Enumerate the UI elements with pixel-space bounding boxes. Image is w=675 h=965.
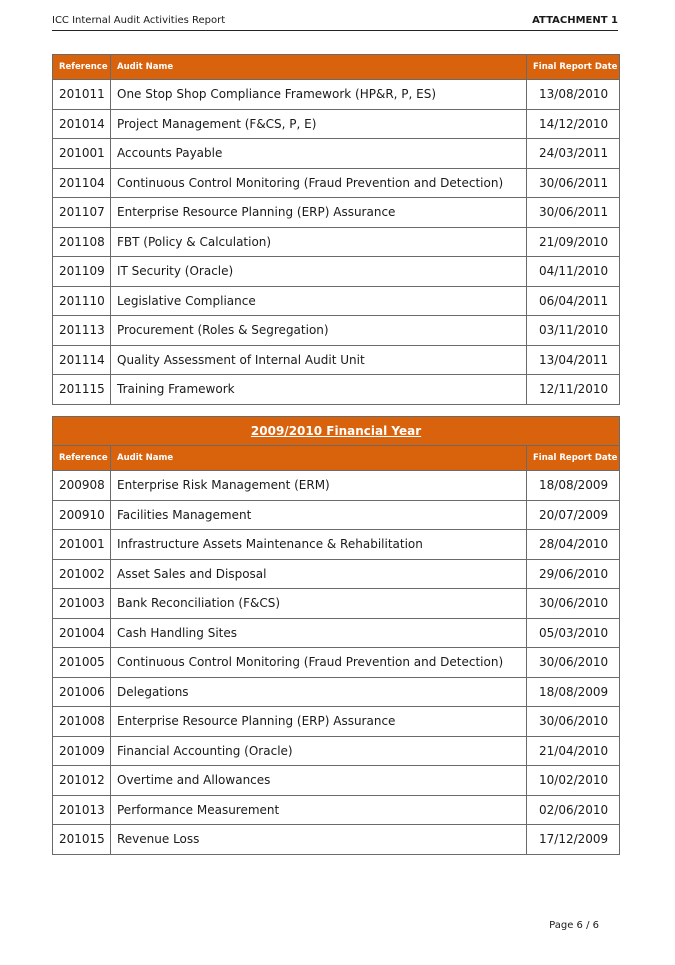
audit-table-2009-2010 [52, 416, 620, 855]
audit-name-cell: Performance Measurement [111, 795, 527, 825]
audit-name-cell: Accounts Payable [111, 139, 527, 169]
table-row [53, 375, 620, 405]
final-report-date-cell: 13/08/2010 [527, 80, 620, 110]
audit-name-cell: IT Security (Oracle) [111, 257, 527, 287]
reference-cell: 201015 [53, 825, 111, 855]
final-report-date-cell: 13/04/2011 [527, 345, 620, 375]
audit-name-cell: Financial Accounting (Oracle) [111, 736, 527, 766]
table-row [53, 530, 620, 560]
column-header-audit-name: Audit Name [111, 446, 527, 471]
audit-name-cell: Enterprise Risk Management (ERM) [111, 471, 527, 501]
table-row [53, 316, 620, 346]
page-header [52, 14, 618, 31]
reference-cell: 201006 [53, 677, 111, 707]
final-report-date-cell: 30/06/2011 [527, 198, 620, 228]
reference-cell: 201001 [53, 139, 111, 169]
column-header-audit-name: Audit Name [111, 55, 527, 80]
table-row [53, 795, 620, 825]
audit-name-cell: Enterprise Resource Planning (ERP) Assurance [111, 198, 527, 228]
table-body [53, 80, 620, 405]
table-row [53, 471, 620, 501]
table-row [53, 168, 620, 198]
table-header-row [53, 446, 620, 471]
final-report-date-cell: 17/12/2009 [527, 825, 620, 855]
audit-name-cell: Facilities Management [111, 500, 527, 530]
financial-year-title: 2009/2010 Financial Year [53, 417, 620, 446]
table-row [53, 648, 620, 678]
reference-cell: 201107 [53, 198, 111, 228]
reference-cell: 201013 [53, 795, 111, 825]
table-row [53, 109, 620, 139]
reference-cell: 201011 [53, 80, 111, 110]
table-row [53, 707, 620, 737]
final-report-date-cell: 20/07/2009 [527, 500, 620, 530]
table-row [53, 736, 620, 766]
table-row [53, 139, 620, 169]
audit-name-cell: Bank Reconciliation (F&CS) [111, 589, 527, 619]
report-title: ICC Internal Audit Activities Report [52, 15, 226, 26]
reference-cell: 201003 [53, 589, 111, 619]
audit-name-cell: Legislative Compliance [111, 286, 527, 316]
audit-name-cell: FBT (Policy & Calculation) [111, 227, 527, 257]
audit-name-cell: Infrastructure Assets Maintenance & Rehabilitation [111, 530, 527, 560]
final-report-date-cell: 30/06/2010 [527, 589, 620, 619]
table-row [53, 227, 620, 257]
column-header-final-report-date: Final Report Date [527, 446, 620, 471]
final-report-date-cell: 30/06/2010 [527, 648, 620, 678]
final-report-date-cell: 03/11/2010 [527, 316, 620, 346]
table-row [53, 500, 620, 530]
audit-name-cell: Procurement (Roles & Segregation) [111, 316, 527, 346]
audit-name-cell: Cash Handling Sites [111, 618, 527, 648]
table-body [53, 471, 620, 855]
page-number: Page 6 / 6 [549, 920, 599, 931]
final-report-date-cell: 18/08/2009 [527, 677, 620, 707]
table-row [53, 198, 620, 228]
final-report-date-cell: 04/11/2010 [527, 257, 620, 287]
audit-name-cell: Overtime and Allowances [111, 766, 527, 796]
final-report-date-cell: 02/06/2010 [527, 795, 620, 825]
table-row [53, 257, 620, 287]
audit-name-cell: Enterprise Resource Planning (ERP) Assurance [111, 707, 527, 737]
table-header-row [53, 55, 620, 80]
table-row [53, 589, 620, 619]
audit-name-cell: Delegations [111, 677, 527, 707]
final-report-date-cell: 05/03/2010 [527, 618, 620, 648]
audit-name-cell: Quality Assessment of Internal Audit Unit [111, 345, 527, 375]
audit-name-cell: Continuous Control Monitoring (Fraud Prevention and Detection) [111, 648, 527, 678]
reference-cell: 200908 [53, 471, 111, 501]
reference-cell: 200910 [53, 500, 111, 530]
reference-cell: 201109 [53, 257, 111, 287]
table-row [53, 825, 620, 855]
column-header-reference: Reference [53, 446, 111, 471]
final-report-date-cell: 24/03/2011 [527, 139, 620, 169]
reference-cell: 201002 [53, 559, 111, 589]
table-row [53, 559, 620, 589]
final-report-date-cell: 29/06/2010 [527, 559, 620, 589]
reference-cell: 201009 [53, 736, 111, 766]
reference-cell: 201108 [53, 227, 111, 257]
final-report-date-cell: 12/11/2010 [527, 375, 620, 405]
reference-cell: 201014 [53, 109, 111, 139]
table-row [53, 677, 620, 707]
final-report-date-cell: 10/02/2010 [527, 766, 620, 796]
audit-name-cell: One Stop Shop Compliance Framework (HP&R, P, ES) [111, 80, 527, 110]
final-report-date-cell: 06/04/2011 [527, 286, 620, 316]
audit-name-cell: Asset Sales and Disposal [111, 559, 527, 589]
final-report-date-cell: 14/12/2010 [527, 109, 620, 139]
table-row [53, 80, 620, 110]
attachment-label: ATTACHMENT 1 [532, 15, 618, 26]
table-row [53, 766, 620, 796]
reference-cell: 201008 [53, 707, 111, 737]
column-header-final-report-date: Final Report Date [527, 55, 620, 80]
final-report-date-cell: 30/06/2010 [527, 707, 620, 737]
final-report-date-cell: 18/08/2009 [527, 471, 620, 501]
reference-cell: 201001 [53, 530, 111, 560]
reference-cell: 201012 [53, 766, 111, 796]
column-header-reference: Reference [53, 55, 111, 80]
table-row [53, 618, 620, 648]
audit-name-cell: Project Management (F&CS, P, E) [111, 109, 527, 139]
reference-cell: 201104 [53, 168, 111, 198]
audit-name-cell: Revenue Loss [111, 825, 527, 855]
audit-table-current [52, 54, 620, 405]
reference-cell: 201115 [53, 375, 111, 405]
table-row [53, 345, 620, 375]
reference-cell: 201005 [53, 648, 111, 678]
reference-cell: 201110 [53, 286, 111, 316]
audit-name-cell: Continuous Control Monitoring (Fraud Prevention and Detection) [111, 168, 527, 198]
reference-cell: 201114 [53, 345, 111, 375]
final-report-date-cell: 21/09/2010 [527, 227, 620, 257]
financial-year-title-row [53, 417, 620, 446]
table-row [53, 286, 620, 316]
final-report-date-cell: 30/06/2011 [527, 168, 620, 198]
audit-name-cell: Training Framework [111, 375, 527, 405]
reference-cell: 201113 [53, 316, 111, 346]
final-report-date-cell: 21/04/2010 [527, 736, 620, 766]
reference-cell: 201004 [53, 618, 111, 648]
final-report-date-cell: 28/04/2010 [527, 530, 620, 560]
